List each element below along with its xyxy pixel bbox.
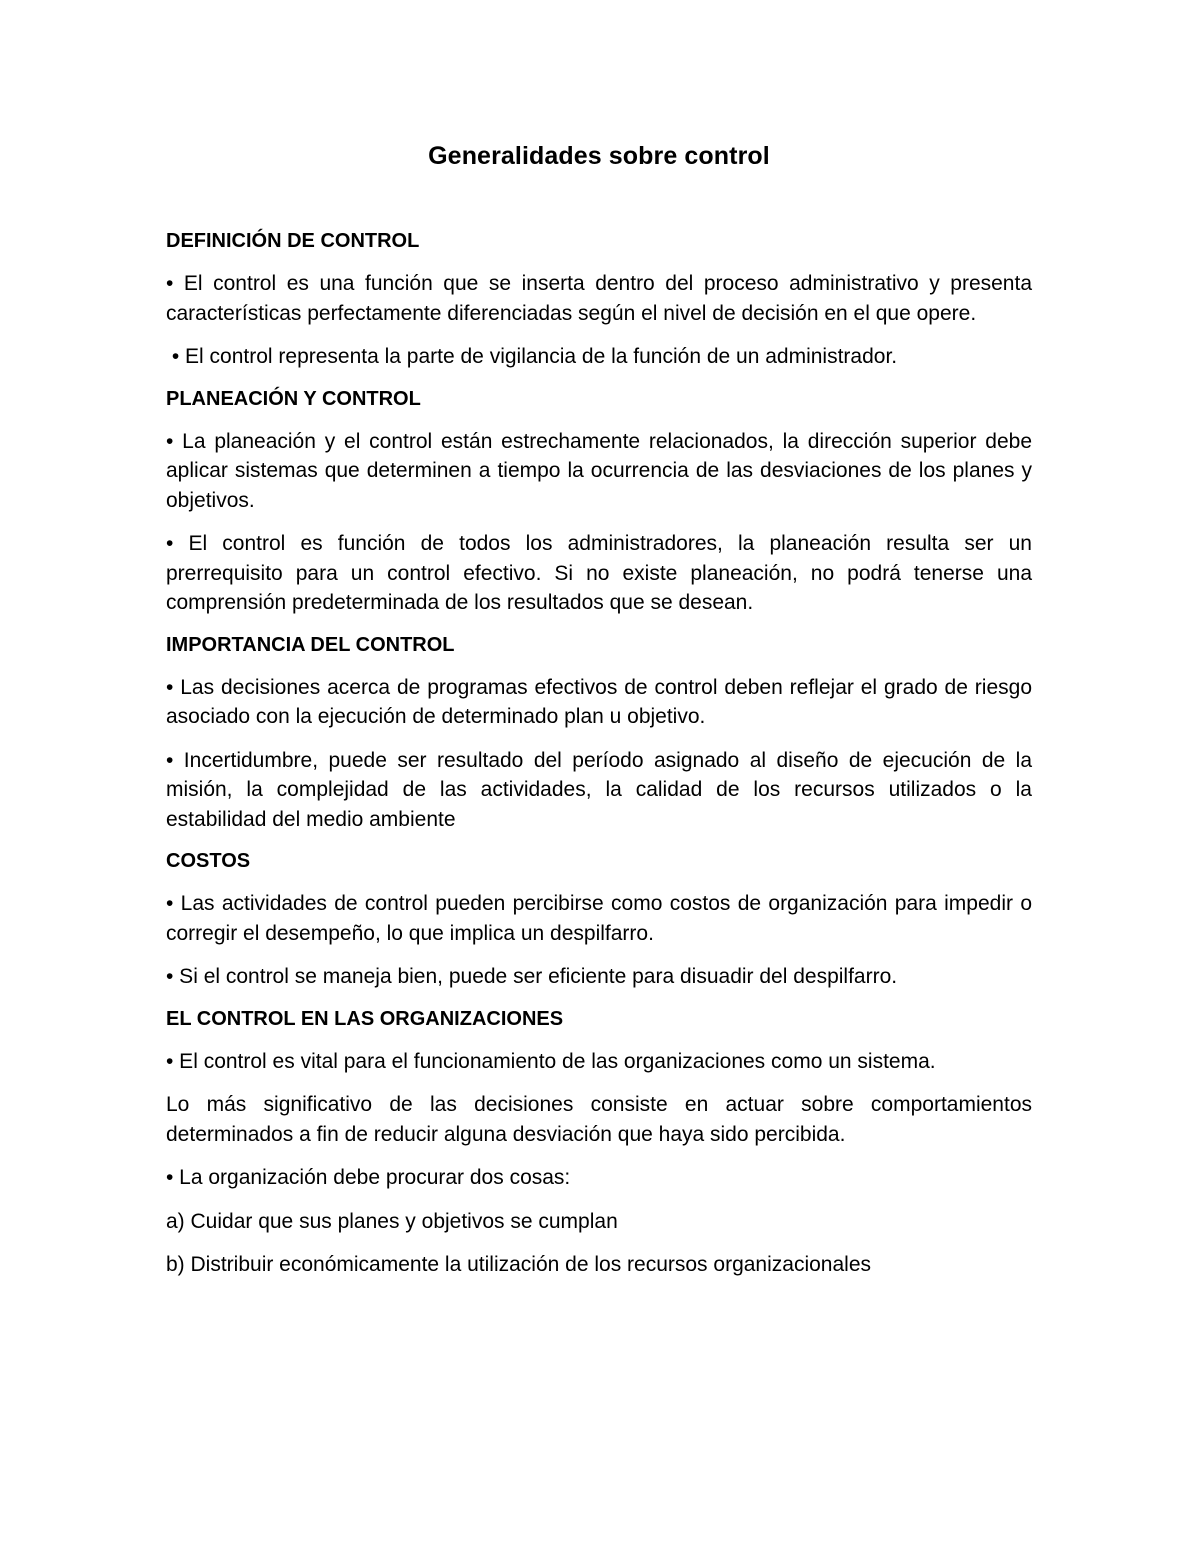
paragraph: • El control es vital para el funcionamiento de las organizaciones como un sistema.	[166, 1049, 936, 1073]
list-item-b: b) Distribuir económicamente la utilización de los recursos organizacionales	[166, 1253, 871, 1276]
section-heading: DEFINICIÓN DE CONTROL	[166, 230, 420, 252]
paragraph: • El control es función de todos los administradores, la planeación resulta ser un prerrequisito para un control efectivo. Si no existe planeación, no podrá tenerse una comprensión predeterminada de los resultados que se desean.	[166, 532, 1032, 614]
section-heading: IMPORTANCIA DEL CONTROL	[166, 633, 455, 656]
document-title: Generalidades sobre control	[428, 142, 770, 170]
paragraph: • La organización debe procurar dos cosas:	[166, 1166, 571, 1189]
section-heading: PLANEACIÓN Y CONTROL	[166, 387, 421, 410]
paragraph: • El control es una función que se inserta dentro del proceso administrativo y presenta características perfectamente diferenciadas según el nivel de decisión en el que opere.	[166, 272, 1032, 325]
paragraph: • El control representa la parte de vigilancia de la función de un administrador.	[166, 345, 898, 368]
section-heading: EL CONTROL EN LAS ORGANIZACIONES	[166, 1007, 564, 1030]
section-organizaciones	[166, 1006, 1032, 1280]
paragraph: • Si el control se maneja bien, puede ser eficiente para disuadir del despilfarro.	[166, 965, 898, 988]
section-definicion	[166, 228, 1032, 386]
paragraph: • Incertidumbre, puede ser resultado del período asignado al diseño de ejecución de la misión, la complejidad de las actividades, la calidad de los recursos utilizados o la estabilidad del medio ambiente	[166, 748, 1032, 831]
paragraph: Lo más significativo de las decisiones consiste en actuar sobre comportamientos determinados a fin de reducir alguna desviación que haya sido percibida.	[166, 1093, 1032, 1146]
section-importancia	[166, 632, 1032, 849]
section-heading: COSTOS	[166, 850, 251, 872]
section-planeacion	[166, 386, 1032, 632]
paragraph: • La planeación y el control están estrechamente relacionados, la dirección superior debe aplicar sistemas que determinen a tiempo la ocurrencia de las desviaciones de los planes y objetivos.	[166, 429, 1032, 512]
section-costos	[166, 848, 1032, 1006]
paragraph: • Las actividades de control pueden percibirse como costos de organización para impedir o corregir el desempeño, lo que implica un despilfarro.	[166, 892, 1032, 945]
list-item-a: a) Cuidar que sus planes y objetivos se cumplan	[166, 1209, 618, 1233]
document-page	[166, 140, 1032, 1280]
paragraph: • Las decisiones acerca de programas efectivos de control deben reflejar el grado de riesgo asociado con la ejecución de determinado plan u objetivo.	[166, 675, 1032, 728]
